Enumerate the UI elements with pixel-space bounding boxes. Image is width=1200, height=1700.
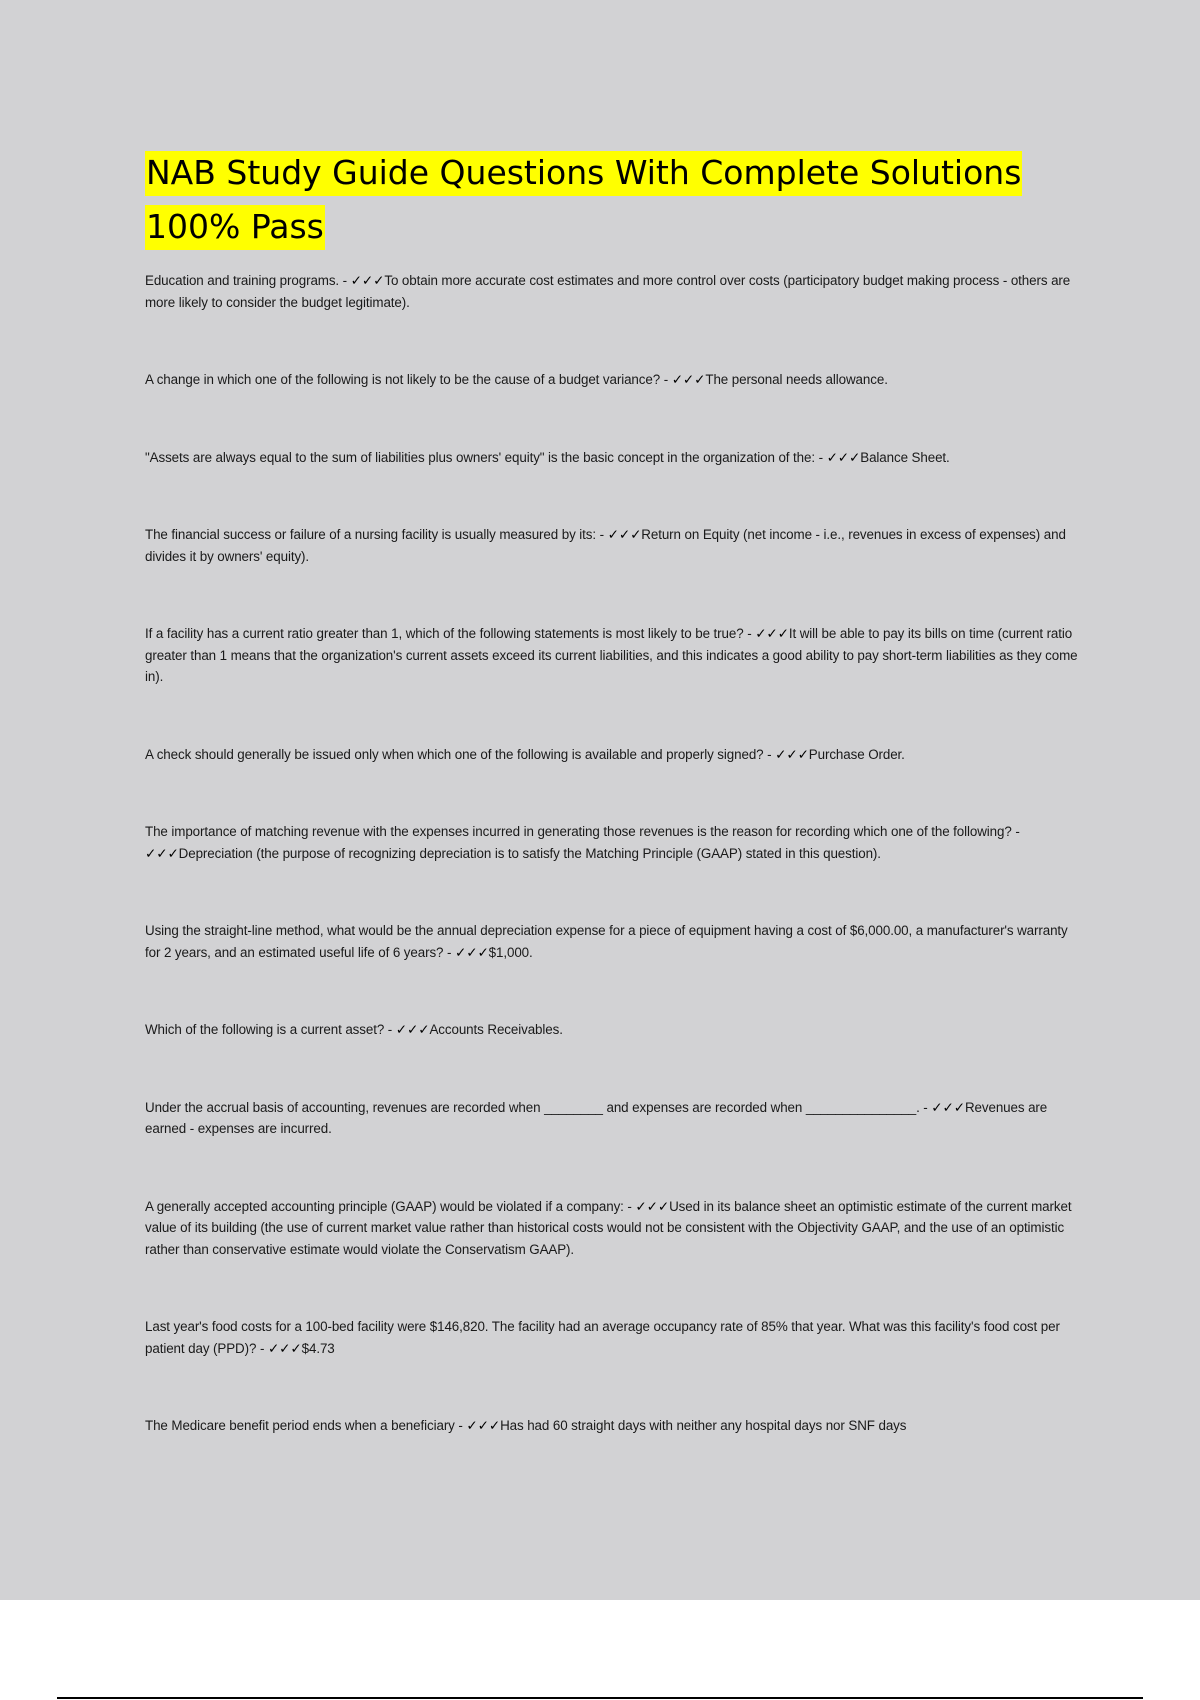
footer-divider [57, 1697, 1143, 1699]
question-text: The Medicare benefit period ends when a beneficiary [145, 1418, 455, 1433]
check-marks-icon: ✓✓✓ [671, 372, 706, 387]
separator: - [919, 1099, 932, 1115]
qa-item [145, 920, 1085, 963]
question-text: A check should generally be issued only when which one of the following is available and properly signed? [145, 746, 764, 762]
answer-text: Return on Equity (net income - i.e., revenues in excess of expenses) and divides it by owners' equity). [145, 527, 1066, 564]
qa-list [145, 270, 1085, 1437]
question-text: Last year's food costs for a 100-bed facility were $146,820. The facility had an average occupancy rate of 85% that year. What was this facility's food cost per patient day (PPD)? [145, 1319, 1060, 1356]
check-marks-icon: ✓✓✓ [931, 1099, 965, 1115]
title-highlight: NAB Study Guide Questions With Complete Solutions 100% Pass [145, 151, 1022, 250]
question-text: A change in which one of the following is not likely to be the cause of a budget variance? [145, 372, 661, 387]
separator: - [596, 527, 608, 542]
check-marks-icon: ✓✓✓ [267, 1340, 302, 1356]
qa-item [145, 1097, 1085, 1140]
answer-text: The personal needs allowance. [705, 372, 888, 387]
qa-item [145, 744, 1085, 766]
qa-item [145, 447, 1085, 469]
question-text: Using the straight-line method, what would be the annual depreciation expense for a piece of equipment having a cost of $6,000.00, a manufacturer's warranty for 2 years, and an estimated useful life of 6 years? [145, 923, 1068, 960]
separator: - [763, 746, 776, 762]
qa-item [145, 270, 1085, 313]
qa-item [145, 1415, 1085, 1437]
answer-text: Revenues are earned - expenses are incurred. [145, 1099, 1048, 1136]
check-marks-icon: ✓✓✓ [145, 845, 179, 861]
answer-text: Accounts Receivables. [429, 1022, 563, 1037]
qa-item [145, 623, 1085, 688]
question-text: A generally accepted accounting principle (GAAP) would be violated if a company: [145, 1198, 624, 1214]
document-content [145, 146, 1085, 1493]
question-text: Education and training programs. [145, 273, 340, 288]
check-marks-icon: ✓✓✓ [755, 626, 789, 641]
check-marks-icon: ✓✓✓ [350, 273, 385, 288]
answer-text: $1,000. [488, 944, 533, 960]
qa-item [145, 1196, 1085, 1261]
separator: - [384, 1022, 396, 1037]
check-marks-icon: ✓✓✓ [466, 1418, 501, 1433]
document-title [145, 146, 1085, 254]
answer-text: Used in its balance sheet an optimistic estimate of the current market value of its building (the use of current market value rather than historical costs would not be consistent with the Objectivity GAAP, and the use of an optimistic rather than conservative estimate would violate the Conservatism GAAP). [145, 1198, 1072, 1257]
check-marks-icon: ✓✓✓ [607, 527, 642, 542]
question-text: "Assets are always equal to the sum of liabilities plus owners' equity" is the basic concept in the organization of the: [145, 449, 815, 465]
separator: - [814, 449, 827, 465]
answer-text: Depreciation (the purpose of recognizing depreciation is to satisfy the Matching Principle (GAAP) stated in this question). [178, 845, 881, 861]
answer-text: Balance Sheet. [860, 449, 950, 465]
check-marks-icon: ✓✓✓ [455, 944, 489, 960]
question-text: The importance of matching revenue with the expenses incurred in generating those revenues is the reason for recording which one of the following? [145, 824, 1012, 839]
separator: - [443, 944, 455, 960]
check-marks-icon: ✓✓✓ [775, 746, 809, 762]
check-marks-icon: ✓✓✓ [635, 1198, 670, 1214]
answer-text: Has had 60 straight days with neither any hospital days nor SNF days [500, 1418, 907, 1433]
qa-item [145, 524, 1085, 567]
separator: - [454, 1418, 467, 1433]
answer-text: To obtain more accurate cost estimates and more control over costs (participatory budget making process - others are more likely to consider the budget legitimate). [145, 273, 1071, 310]
answer-text: It will be able to pay its bills on time (current ratio greater than 1 means that the organization's current assets exceed its current liabilities, and this indicates a good ability to pay short-term liabilities as they come in). [145, 626, 1078, 684]
answer-text: $4.73 [301, 1340, 335, 1356]
qa-item [145, 1316, 1085, 1359]
question-text: If a facility has a current ratio greater than 1, which of the following statements is most likely to be true? [145, 626, 744, 641]
qa-item [145, 1019, 1085, 1041]
check-marks-icon: ✓✓✓ [395, 1022, 430, 1037]
check-marks-icon: ✓✓✓ [826, 449, 861, 465]
separator: - [1011, 824, 1020, 839]
separator: - [743, 626, 756, 641]
separator: - [339, 273, 351, 288]
question-text: Under the accrual basis of accounting, revenues are recorded when ________ and expenses are recorded when _______________. [145, 1099, 920, 1115]
qa-item [145, 821, 1085, 864]
separator: - [256, 1340, 268, 1356]
question-text: The financial success or failure of a nursing facility is usually measured by its: [145, 527, 597, 542]
separator: - [660, 372, 672, 387]
question-text: Which of the following is a current asset? [145, 1022, 385, 1037]
qa-item [145, 369, 1085, 391]
separator: - [623, 1198, 636, 1214]
answer-text: Purchase Order. [808, 746, 905, 762]
